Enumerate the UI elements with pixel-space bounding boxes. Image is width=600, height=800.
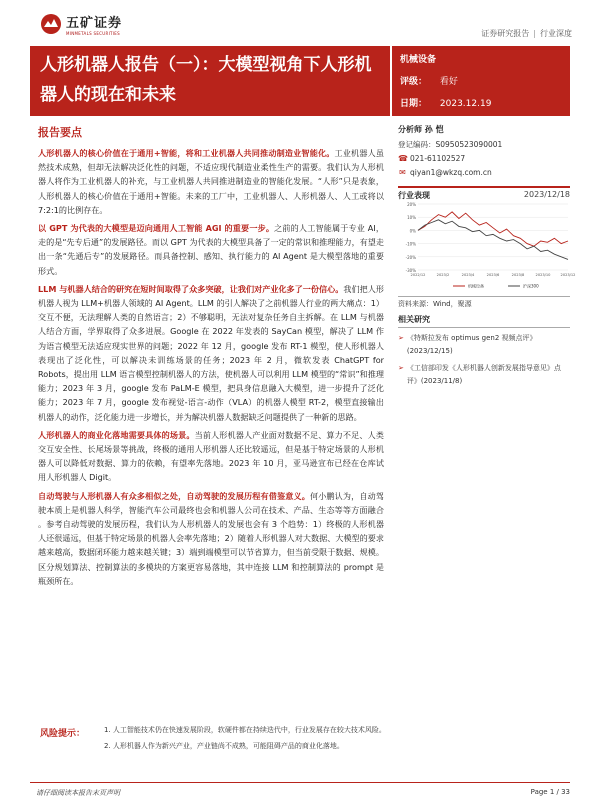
footer-disclaimer: 请仔细阅读本报告末页声明 xyxy=(36,789,120,797)
paragraph-3: LLM 与机器人结合的研究在短时间取得了众多突破，让我们对产业化多了一份信心。我们把人形机器人视为 LLM+机器人领域的 AI Agent。LLM 的引人解决了之前机器人行业的两大痛点：1）交互不便，无法理解人类的自然语言；2）不够聪明，无法对复杂任务自主拆解。在 LLM 与机器人结合方面，学界取得了众多进展。Google 在 2022 年发表的 SayCan 模型，解决了 LLM 作为语言模型无法适应现实世界的问题；2022 年 12 月，google 发布 RT-1 模型，使人形机器人表现出了泛化性，可以解决未训练场景的任务；2023 年 2 月，微软发表 ChatGPT for Robots，提出用 LLM 语言模型控制机器人的方法，使机器人可以利用 LLM 模型的“常识”和推理能力；2023 年 3 月，google 发布 PaLM-E 模型，把具身信息融入大模型，进一步提升了泛化能力；2023 年 7 月，google 发布视觉-语言-动作（VLA）的机器人模型 RT-2，模型直接输出机器人的动作，泛化能力进一步增长，并为解决机器人数据缺乏问题提供了一种新的思路。 xyxy=(38,283,384,422)
source-note: 资料来源：Wind，聚源 xyxy=(398,296,570,309)
performance-chart xyxy=(398,200,576,292)
risk-heading: 风险提示： xyxy=(40,729,86,739)
performance-title: 行业表现 xyxy=(398,191,430,200)
rating-label: 评级： xyxy=(400,77,428,87)
y-tick-label: 10% xyxy=(407,215,416,221)
rating-row xyxy=(400,74,458,87)
paragraph-2: 以 GPT 为代表的大模型是迈向通用人工智能 AGI 的重要一步。之前的人工智能属于专业 AI，走的是“先专后通”的发展路径。而以 GPT 为代表的大模型具备了一定的常识和推理能力，有望走出一条“先通后专”的发展路径。而具备控制、感知、执行能力的 AI Agent 是大模型落地的重要形式。 xyxy=(38,223,384,276)
x-tick-label: 2023/6 xyxy=(486,273,500,277)
related-item[interactable]: ➢ 《特斯拉发布 optimus gen2 视频点评》(2023/12/15) xyxy=(398,332,570,358)
phone-icon: ☎ xyxy=(398,154,408,163)
report-category: 行业深度 xyxy=(540,29,572,38)
x-tick-label: 2022/12 xyxy=(410,273,426,277)
y-tick-label: -10% xyxy=(405,241,416,247)
x-tick-label: 2023/12 xyxy=(560,273,576,277)
page-footer xyxy=(30,782,570,797)
x-tick-label: 2023/4 xyxy=(461,273,475,277)
bullet-icon: ➢ xyxy=(398,364,404,372)
date-value: 2023.12.19 xyxy=(439,99,492,109)
page-number: Page 1 / 33 xyxy=(530,788,570,796)
related-item[interactable]: ➢ 《工信部印发《人形机器人创新发展指导意见》点评》(2023/11/8) xyxy=(398,362,570,388)
industry-name: 机械设备 xyxy=(400,55,437,65)
reg-code: 登记编码：S0950523090001 xyxy=(398,140,503,149)
section-title: 报告要点 xyxy=(38,126,82,139)
report-title: 人形机器人报告（一）：大模型视角下人形机器人的现在和未来 xyxy=(40,55,372,105)
title-banner xyxy=(30,46,390,116)
related-title: 相关研究 xyxy=(398,314,570,328)
legend-label: 沪深300 xyxy=(523,283,539,289)
company-name-cn: 五矿证券 xyxy=(66,16,123,31)
date-row xyxy=(400,96,491,109)
x-tick-label: 2023/10 xyxy=(535,273,551,277)
rating-value: 看好 xyxy=(439,77,458,87)
email-line[interactable] xyxy=(398,166,570,180)
series-line xyxy=(418,220,568,260)
report-meta: 证券研究报告 | 行业深度 xyxy=(481,29,572,38)
risk-item: 1. 人工智能技术仍在快速发展阶段，软硬件都在持续迭代中，行业发展存在较大技术风险。 xyxy=(104,726,386,734)
report-type: 证券研究报告 xyxy=(481,29,530,38)
x-tick-label: 2023/2 xyxy=(436,273,450,277)
phone-line xyxy=(398,152,570,166)
date-label: 日期： xyxy=(400,99,428,109)
bullet-icon: ➢ xyxy=(398,334,404,342)
related-research xyxy=(398,314,570,392)
company-name-en: MINMETALS SECURITIES xyxy=(66,31,120,36)
paragraph-4: 人形机器人的商业化落地需要具体的场景。当前人形机器人产业面对数据不足、算力不足、人类交互安全性、长尾场景等挑战，终极的通用人形机器人还比较遥远，但是基于特定场景的人形机器人可以降低对数据、算力的依赖，有望率先落地。2023 年 10 月，亚马逊宣布已经在仓库试用人形机器人 Digit。 xyxy=(38,429,384,483)
analyst-heading: 分析师 孙 恺 xyxy=(398,125,444,134)
y-tick-label: 20% xyxy=(407,202,416,207)
y-tick-label: -20% xyxy=(405,254,416,260)
performance-header xyxy=(398,186,570,200)
phone-number: 021-61102527 xyxy=(410,154,466,163)
performance-date: 2023/12/18 xyxy=(523,190,570,199)
paragraph-5: 自动驾驶与人形机器人有众多相似之处，自动驾驶的发展历程有借鉴意义。何小鹏认为，自动驾驶本质上是机器人科学，智能汽车公司最终也会和机器人公司在技术、产品、生态等等方面融合 。参考自动驾驶的发展历程，我们认为人形机器人的发展也会有 3 个趋势：1）终极的人形机器人还很遥远，但基于特定场景的机器人会率先落地；2）随着人形机器人对大数据、大模型的要求越来越高，数据闭环能力越来越关键；3）端到端模型可以节省算力，但当前受限于数据、规模。区分规划算法、控制算法的多模块的方案更容易落地，其中连接 LLM 和控制算法的 prompt 是瓶颈所在。 xyxy=(38,490,384,586)
paragraph-1: 人形机器人的核心价值在于通用+智能，将和工业机器人共同推动制造业智能化。工业机器人虽然技术成熟，但却无法解决泛化性的问题，不适应现代制造业柔性生产的需要。我们认为人形机器人将作为工业机器人的补充，与工业机器人共同推进制造业的智能化发展。“人形”只是表象，人形机器人的核心价值在于通用+智能。未来的工厂中，工业机器人、人形机器人、人工或将以7:2:1的比例存在。 xyxy=(38,148,384,215)
y-tick-label: -30% xyxy=(405,268,416,273)
risk-list xyxy=(104,724,570,756)
analyst-info xyxy=(398,124,570,180)
y-tick-label: 0% xyxy=(409,228,416,234)
x-tick-label: 2023/8 xyxy=(511,273,525,277)
email-icon: ✉ xyxy=(399,168,406,177)
legend-label: 机械设备 xyxy=(468,283,484,289)
main-content xyxy=(38,124,384,592)
rating-box xyxy=(392,46,570,116)
email-address[interactable]: qiyan1@wkzq.com.cn xyxy=(410,168,492,177)
risk-item: 2. 人形机器人作为新兴产业，产业链尚不成熟，可能阻碍产品的商业化落地。 xyxy=(104,742,344,750)
company-logo xyxy=(40,12,122,36)
top-bar xyxy=(0,0,600,46)
logo-icon xyxy=(40,13,62,35)
